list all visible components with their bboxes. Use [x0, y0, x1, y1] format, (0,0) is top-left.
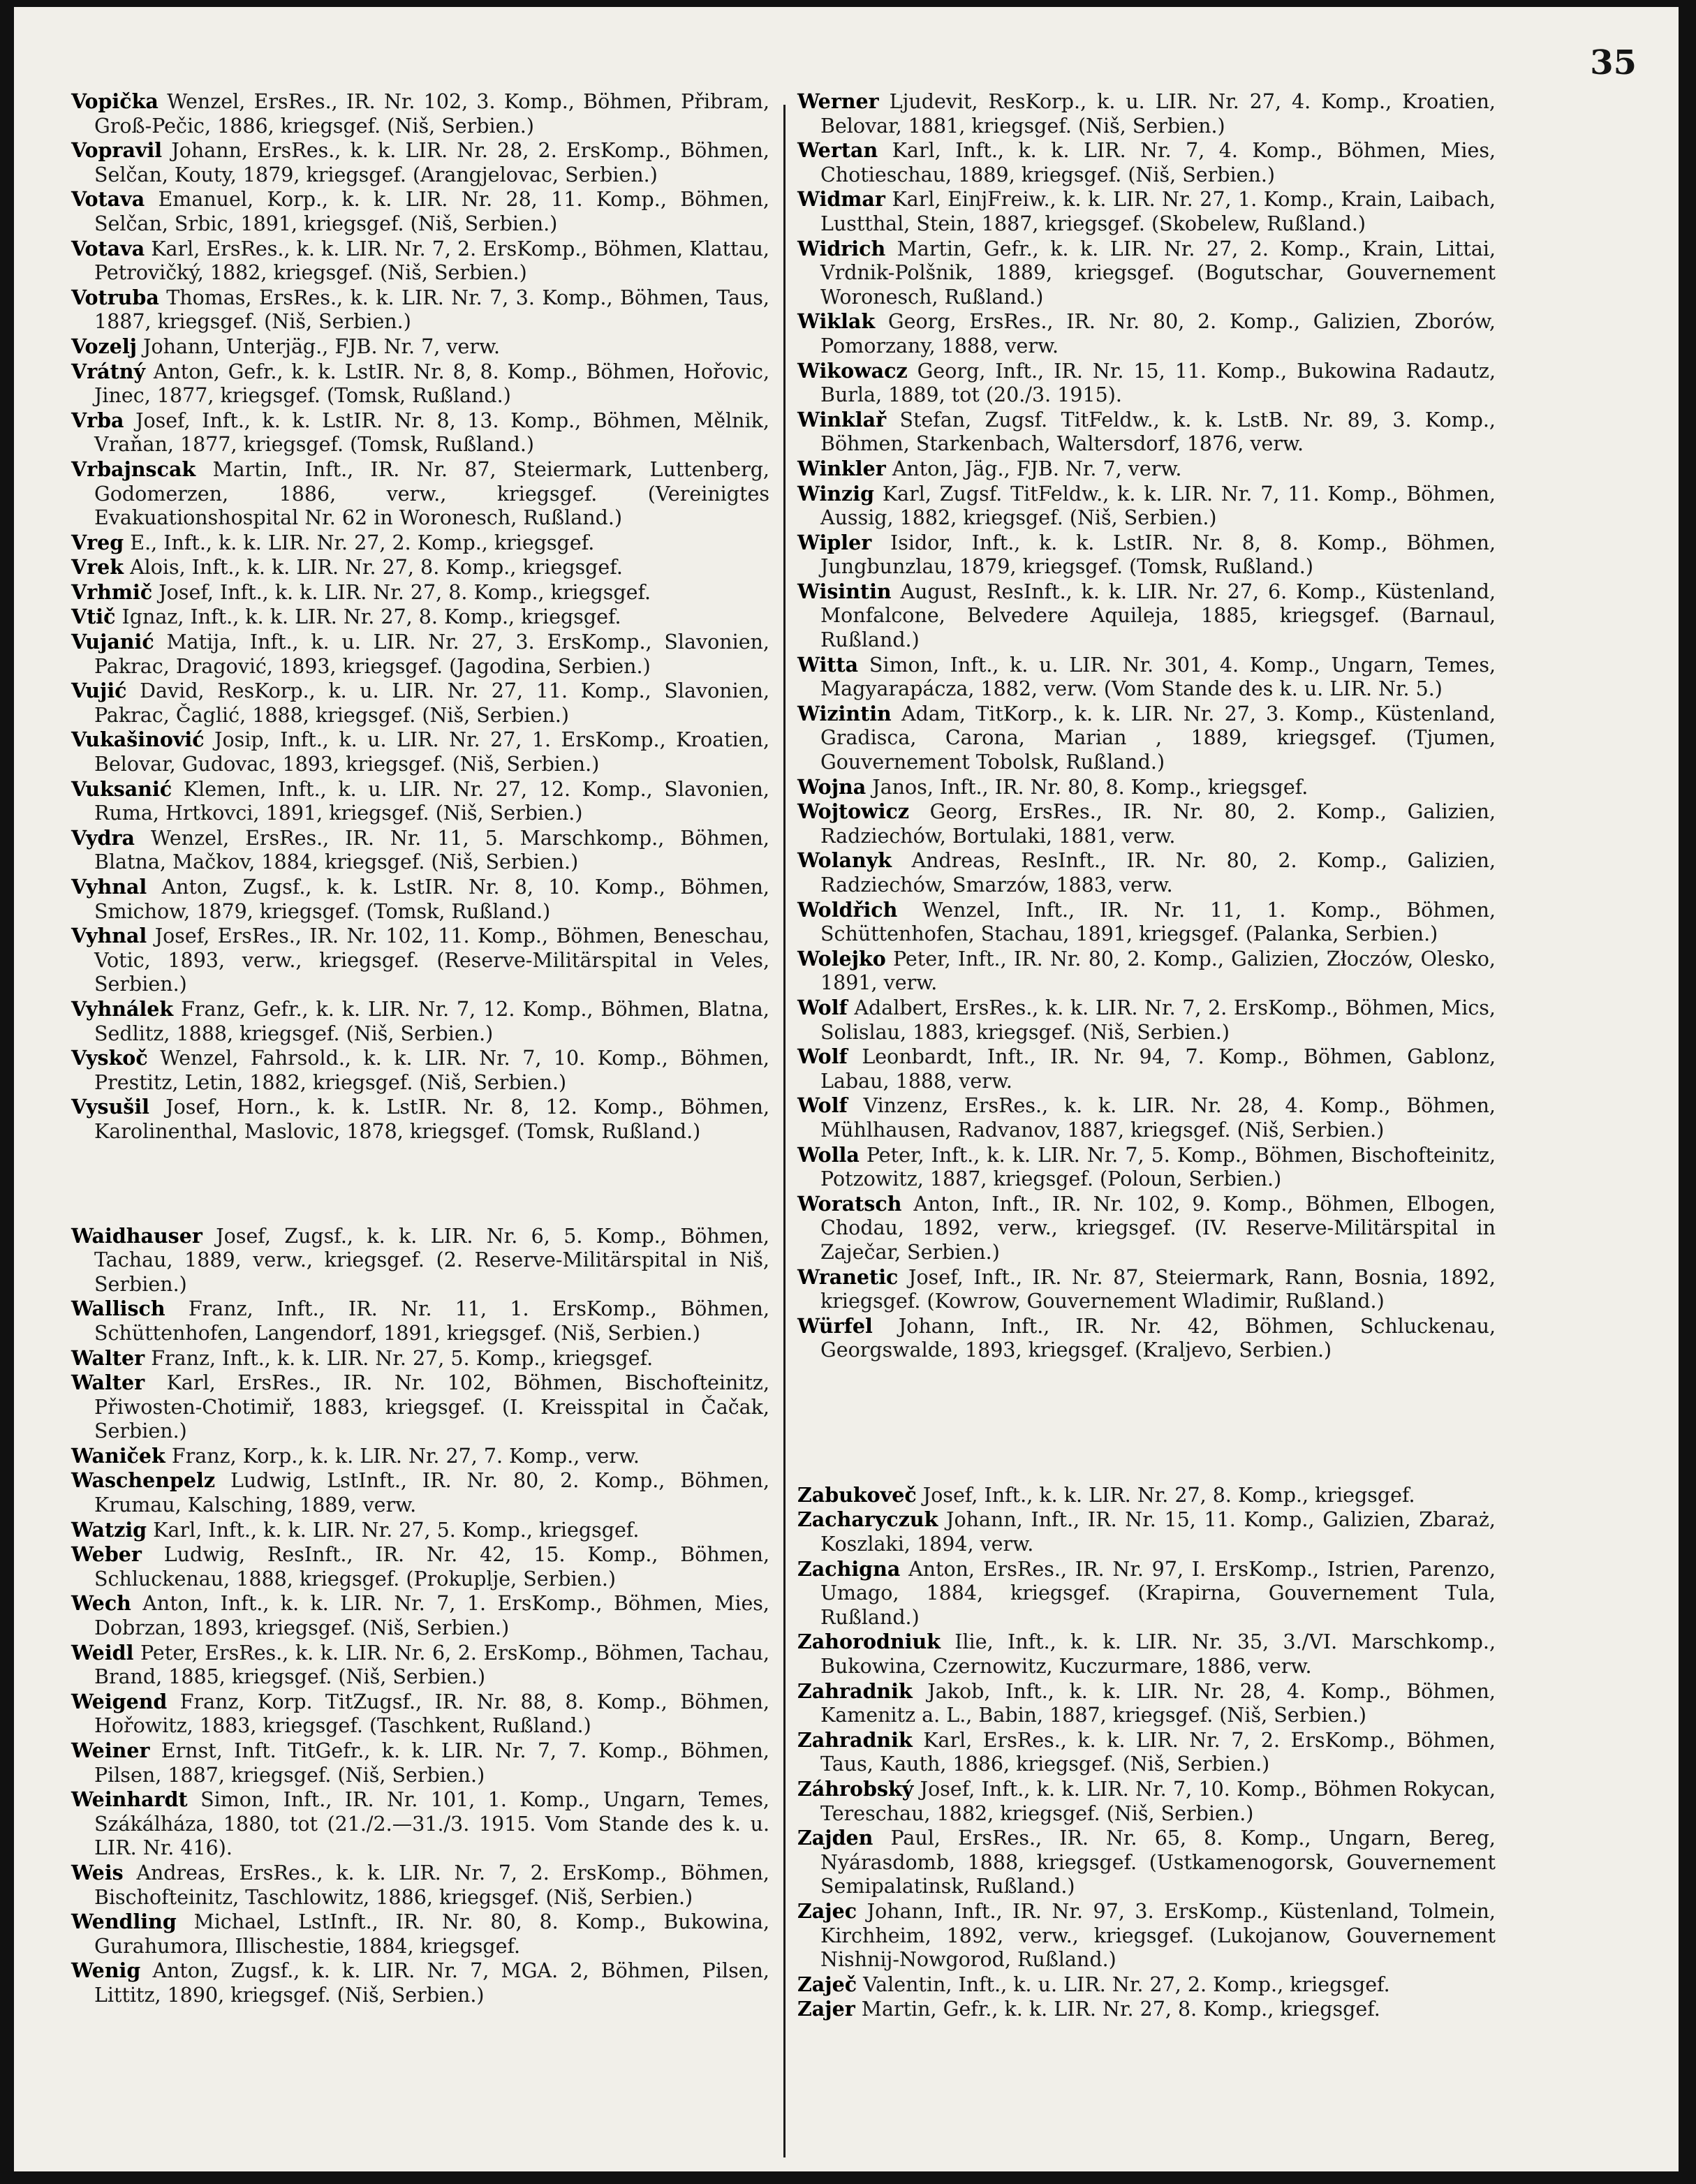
entry-details: August, ResInft., k. k. LIR. Nr. 27, 6. Komp., Küstenland, Monfalcone, Belvedere Aquileja, 1885, kriegsgef. (Barnaul, Rußland.) [820, 580, 1496, 652]
entry-surname: Weis [71, 1860, 124, 1884]
entry-surname: Vozelj [71, 334, 137, 358]
list-item [71, 826, 769, 875]
entry-surname: Waidhauser [71, 1223, 202, 1248]
entry-surname: Watzig [71, 1517, 147, 1542]
entry-details: Georg, ErsRes., IR. Nr. 80, 2. Komp., Galizien, Radziechów, Bortulaki, 1881, verw. [820, 800, 1496, 848]
entry-details: Johann, Inft., IR. Nr. 42, Böhmen, Schluckenau, Georgswalde, 1893, kriegsgef. (Kraljevo, Serbien.) [820, 1314, 1496, 1362]
entry-details: Franz, Korp., k. k. LIR. Nr. 27, 7. Komp., verw. [171, 1444, 640, 1468]
entry-surname: Wenig [71, 1958, 141, 1983]
list-item [797, 653, 1496, 702]
list-item [71, 89, 769, 138]
entry-details: Josef, Inft., k. k. LIR. Nr. 7, 10. Komp., Böhmen Rokycan, Tereschau, 1882, kriegsgef. (Niš, Serbien.) [820, 1778, 1496, 1825]
entry-details: Franz, Gefr., k. k. LIR. Nr. 7, 12. Komp., Böhmen, Blatna, Sedlitz, 1888, kriegsgef. (Niš, Serbien.) [94, 997, 769, 1045]
list-item [797, 1728, 1496, 1777]
entry-details: Franz, Inft., k. k. LIR. Nr. 27, 5. Komp., kriegsgef. [151, 1346, 654, 1370]
entry-group [797, 89, 1496, 1363]
list-item [71, 1542, 769, 1591]
entry-surname: Wendling [71, 1910, 177, 1934]
list-item [797, 1679, 1496, 1728]
list-item [797, 1045, 1496, 1093]
entry-details: Adalbert, ErsRes., k. k. LIR. Nr. 7, 2. ErsKomp., Böhmen, Mics, Solislau, 1883, kriegsgef. (Niš, Serbien.) [820, 996, 1496, 1044]
list-item [71, 1046, 769, 1095]
entry-group [71, 1224, 769, 2008]
list-item [71, 1641, 769, 1690]
entry-surname: Vujanić [71, 630, 154, 654]
entry-surname: Werner [797, 89, 879, 113]
entry-details: Georg, ErsRes., IR. Nr. 80, 2. Komp., Galizien, Zborów, Pomorzany, 1888, verw. [820, 310, 1496, 357]
page-number: 35 [1590, 43, 1637, 82]
entry-surname: Waschenpelz [71, 1468, 216, 1493]
entry-surname: Vysušil [71, 1095, 149, 1119]
list-item [71, 1787, 769, 1861]
entry-surname: Wojtowicz [797, 799, 910, 824]
entry-details: Vinzenz, ErsRes., k. k. LIR. Nr. 28, 4. Komp., Böhmen, Mühlhausen, Radvanov, 1887, kriegsgef. (Niš, Serbien.) [820, 1094, 1496, 1142]
list-item [797, 775, 1496, 800]
left-column [71, 89, 769, 2008]
entry-surname: Wolla [797, 1142, 860, 1167]
entry-surname: Wolanyk [797, 848, 892, 873]
entry-details: Wenzel, ErsRes., IR. Nr. 11, 5. Marschkomp., Böhmen, Blatna, Mačkov, 1884, kriegsgef. (Niš, Serbien.) [94, 826, 769, 874]
list-item [71, 187, 769, 236]
list-item [71, 605, 769, 630]
list-item [71, 531, 769, 556]
entry-details: Ludwig, ResInft., IR. Nr. 42, 15. Komp., Böhmen, Schluckenau, 1888, kriegsgef. (Prokuplje, Serbien.) [94, 1543, 770, 1591]
entry-details: Andreas, ResInft., IR. Nr. 80, 2. Komp., Galizien, Radziechów, Smarzów, 1883, verw. [820, 849, 1496, 897]
entry-surname: Vopička [71, 89, 158, 113]
list-item [797, 1972, 1496, 1998]
entry-surname: Záhrobský [797, 1777, 914, 1801]
list-item [797, 1899, 1496, 1972]
entry-details: Anton, Inft., k. k. LIR. Nr. 7, 1. ErsKomp., Böhmen, Mies, Dobrzan, 1893, kriegsgef. (Niš, Serbien.) [94, 1592, 769, 1640]
list-item [71, 630, 769, 679]
entry-details: Adam, TitKorp., k. k. LIR. Nr. 27, 3. Komp., Küstenland, Gradisca, Carona, Marian , 1889, kriegsgef. (Tjumen, Gouvernement Tobolsk, Rußland.) [820, 702, 1496, 774]
entry-surname: Weigend [71, 1689, 168, 1713]
list-item [797, 1314, 1496, 1363]
entry-details: Alois, Inft., k. k. LIR. Nr. 27, 8. Komp., kriegsgef. [130, 556, 623, 580]
entry-details: Leonbardt, Inft., IR. Nr. 94, 7. Komp., Böhmen, Gablonz, Labau, 1888, verw. [820, 1045, 1496, 1093]
list-item [71, 408, 769, 457]
entry-details: Matija, Inft., k. u. LIR. Nr. 27, 3. ErsKomp., Slavonien, Pakrac, Dragović, 1893, kriegsgef. (Jagodina, Serbien.) [94, 630, 769, 678]
entry-surname: Weidl [71, 1640, 134, 1665]
entry-details: Johann, Inft., IR. Nr. 97, 3. ErsKomp., Küstenland, Tolmein, Kirchheim, 1892, verw., kriegsgef. (Lukojanow, Gouvernement Nishnij-Nowgorod, Rußland.) [820, 1899, 1496, 1972]
entry-details: Simon, Inft., IR. Nr. 101, 1. Komp., Ungarn, Temes, Szákálháza, 1880, tot (21./2.—31./3. 1915. Vom Stande des k. u. LIR. Nr. 416). [94, 1788, 769, 1860]
entry-surname: Wolf [797, 1093, 848, 1118]
entry-details: Klemen, Inft., k. u. LIR. Nr. 27, 12. Komp., Slavonien, Ruma, Hrtkovci, 1891, kriegsgef. (Niš, Serbien.) [94, 777, 769, 825]
list-item [797, 1777, 1496, 1826]
entry-surname: Walter [71, 1371, 145, 1395]
list-item [71, 1958, 769, 2007]
right-column [797, 89, 1496, 2022]
column-divider [783, 105, 786, 2157]
list-item [797, 482, 1496, 531]
list-item [71, 1095, 769, 1144]
entry-surname: Woratsch [797, 1191, 902, 1216]
entry-details: David, ResKorp., k. u. LIR. Nr. 27, 11. Komp., Slavonien, Pakrac, Čaglić, 1888, kriegsgef. (Niš, Serbien.) [94, 679, 770, 727]
entry-surname: Winzig [797, 481, 874, 506]
entry-details: Karl, ErsRes., IR. Nr. 102, Böhmen, Bischofteinitz, Přiwosten-Chotimiř, 1883, kriegsgef. (I. Kreisspital in Čačak, Serbien.) [94, 1371, 770, 1443]
entry-details: Josef, Horn., k. k. LstIR. Nr. 8, 12. Komp., Böhmen, Karolinenthal, Maslovic, 1878, kriegsgef. (Tomsk, Rußland.) [94, 1095, 770, 1143]
list-item [71, 138, 769, 187]
list-item [71, 1518, 769, 1543]
entry-surname: Wolejko [797, 946, 886, 971]
list-item [797, 1557, 1496, 1630]
entry-details: Anton, Zugsf., k. k. LIR. Nr. 7, MGA. 2, Böhmen, Pilsen, Littitz, 1890, kriegsgef. (Niš, Serbien.) [94, 1959, 769, 2007]
list-item [71, 1910, 769, 1958]
entry-surname: Wranetic [797, 1264, 899, 1289]
entry-surname: Zahradnik [797, 1727, 913, 1752]
list-item [797, 408, 1496, 457]
list-item [797, 531, 1496, 580]
entry-details: Martin, Gefr., k. k. LIR. Nr. 27, 8. Komp., kriegsgef. [861, 1998, 1380, 2021]
entry-surname: Votava [71, 187, 145, 212]
entry-details: Karl, Inft., k. k. LIR. Nr. 27, 5. Komp., kriegsgef. [153, 1518, 640, 1542]
entry-surname: Winkler [797, 456, 886, 480]
entry-details: Peter, Inft., k. k. LIR. Nr. 7, 5. Komp., Böhmen, Bischofteinitz, Potzowitz, 1887, kriegsgef. (Poloun, Serbien.) [820, 1143, 1496, 1191]
entry-surname: Winklař [797, 407, 887, 431]
entry-surname: Vyskoč [71, 1046, 148, 1070]
list-item [71, 237, 769, 286]
list-item [797, 1826, 1496, 1899]
list-item [797, 996, 1496, 1045]
entry-group [797, 1483, 1496, 2022]
entry-details: Josef, Inft., k. k. LIR. Nr. 27, 8. Komp., kriegsgef. [158, 580, 651, 604]
entry-details: Stefan, Zugsf. TitFeldw., k. k. LstB. Nr. 89, 3. Komp., Böhmen, Starkenbach, Waltersdorf, 1876, verw. [820, 408, 1496, 456]
list-item [797, 947, 1496, 996]
entry-details: Andreas, ErsRes., k. k. LIR. Nr. 7, 2. ErsKomp., Böhmen, Bischofteinitz, Taschlowitz, 1886, kriegsgef. (Niš, Serbien.) [94, 1861, 769, 1909]
entry-surname: Votruba [71, 285, 159, 309]
list-item [797, 898, 1496, 947]
entry-details: Georg, Inft., IR. Nr. 15, 11. Komp., Bukowina Radautz, Burla, 1889, tot (20./3. 1915). [820, 359, 1496, 407]
entry-details: Wenzel, Inft., IR. Nr. 11, 1. Komp., Böhmen, Schüttenhofen, Stachau, 1891, kriegsgef. (Palanka, Serbien.) [820, 898, 1496, 946]
entry-details: Josef, Inft., k. k. LstIR. Nr. 8, 13. Komp., Böhmen, Mělnik, Vraňan, 1877, kriegsgef. (Tomsk, Rußland.) [94, 408, 769, 457]
list-item [71, 679, 769, 728]
entry-details: Wenzel, ErsRes., IR. Nr. 102, 3. Komp., Böhmen, Přibram, Groß-Pečic, 1886, kriegsgef. (Niš, Serbien.) [94, 90, 770, 138]
list-item [71, 1371, 769, 1444]
entry-details: Ljudevit, ResKorp., k. u. LIR. Nr. 27, 4. Komp., Kroatien, Belovar, 1881, kriegsgef. (Niš, Serbien.) [820, 90, 1496, 138]
entry-surname: Zahradnik [797, 1678, 913, 1703]
entry-surname: Vrek [71, 555, 124, 580]
list-item [797, 1483, 1496, 1508]
list-item [71, 334, 769, 360]
entry-surname: Zahorodniuk [797, 1630, 941, 1654]
entry-surname: Vrbajnscak [71, 457, 196, 481]
entry-details: Franz, Korp. TitZugsf., IR. Nr. 88, 8. Komp., Böhmen, Hořowitz, 1883, kriegsgef. (Taschkent, Rußland.) [94, 1690, 769, 1738]
entry-details: Johann, ErsRes., k. k. LIR. Nr. 28, 2. ErsKomp., Böhmen, Selčan, Kouty, 1879, kriegsgef. (Arangjelovac, Serbien.) [94, 139, 769, 186]
entry-surname: Witta [797, 652, 859, 677]
entry-surname: Vujić [71, 679, 127, 703]
entry-details: Peter, ErsRes., k. k. LIR. Nr. 6, 2. ErsKomp., Böhmen, Tachau, Brand, 1885, kriegsgef. (Niš, Serbien.) [94, 1641, 770, 1689]
entry-details: Emanuel, Korp., k. k. LIR. Nr. 28, 11. Komp., Böhmen, Selčan, Srbic, 1891, kriegsgef. (Niš, Serbien.) [94, 188, 769, 235]
entry-surname: Zajden [797, 1826, 873, 1850]
list-item [797, 1997, 1496, 2022]
entry-surname: Waniček [71, 1443, 165, 1468]
entry-surname: Vyhnal [71, 924, 147, 948]
entry-surname: Widmar [797, 187, 885, 212]
entry-details: Paul, ErsRes., IR. Nr. 65, 8. Komp., Ungarn, Bereg, Nyárasdomb, 1888, kriegsgef. (Ustkamenogorsk, Gouvernement Semipalatinsk, Rußland.) [820, 1827, 1496, 1898]
entry-details: Thomas, ErsRes., k. k. LIR. Nr. 7, 3. Komp., Böhmen, Taus, 1887, kriegsgef. (Niš, Serbien.) [94, 286, 769, 334]
list-item [797, 848, 1496, 897]
list-item [797, 1192, 1496, 1265]
entry-details: Martin, Inft., IR. Nr. 87, Steiermark, Luttenberg, Godomerzen, 1886, verw., kriegsgef. (Vereinigtes Evakuationshospital Nr. 62 in Woronesch, Rußland.) [94, 457, 769, 530]
entry-details: Josef, Zugsf., k. k. LIR. Nr. 6, 5. Komp., Böhmen, Tachau, 1889, verw., kriegsgef. (2. Reserve-Militärspital in Niš, Serbien.) [94, 1224, 769, 1296]
entry-details: Josef, Inft., k. k. LIR. Nr. 27, 8. Komp., kriegsgef. [922, 1483, 1415, 1507]
entry-details: Ernst, Inft. TitGefr., k. k. LIR. Nr. 7, 7. Komp., Böhmen, Pilsen, 1887, kriegsgef. (Niš, Serbien.) [94, 1739, 769, 1787]
entry-surname: Wertan [797, 138, 878, 163]
entry-details: Johann, Unterjäg., FJB. Nr. 7, verw. [143, 334, 501, 358]
list-item [71, 286, 769, 334]
entry-details: Franz, Inft., IR. Nr. 11, 1. ErsKomp., Böhmen, Schüttenhofen, Langendorf, 1891, kriegsgef. (Niš, Serbien.) [94, 1297, 770, 1345]
entry-details: Isidor, Inft., k. k. LstIR. Nr. 8, 8. Komp., Böhmen, Jungbunzlau, 1879, kriegsgef. (Tomsk, Rußland.) [820, 531, 1496, 579]
list-item [71, 1591, 769, 1640]
entry-surname: Wojna [797, 774, 867, 799]
list-item [797, 1143, 1496, 1192]
list-item [71, 1468, 769, 1517]
entry-surname: Weber [71, 1542, 142, 1567]
entry-surname: Wisintin [797, 579, 892, 603]
section-spacer [71, 1144, 769, 1224]
entry-surname: Wizintin [797, 701, 892, 725]
list-item [797, 237, 1496, 310]
entry-details: Simon, Inft., k. u. LIR. Nr. 301, 4. Komp., Ungarn, Temes, Magyarapácza, 1882, verw. (Vom Stande des k. u. LIR. Nr. 5.) [820, 653, 1496, 701]
entry-surname: Weiner [71, 1739, 150, 1762]
entry-surname: Vyhnálek [71, 996, 174, 1021]
entry-surname: Zachigna [797, 1556, 901, 1581]
entry-details: Valentin, Inft., k. u. LIR. Nr. 27, 2. Komp., kriegsgef. [863, 1972, 1390, 1996]
entry-details: Anton, Gefr., k. k. LstIR. Nr. 8, 8. Komp., Böhmen, Hořovic, Jinec, 1877, kriegsgef. (Tomsk, Rußland.) [94, 360, 770, 408]
list-item [797, 457, 1496, 482]
list-item [71, 924, 769, 997]
list-item [71, 1690, 769, 1739]
entry-surname: Wolf [797, 995, 848, 1019]
list-item [71, 580, 769, 605]
list-item [797, 309, 1496, 358]
list-item [797, 580, 1496, 653]
entry-details: Martin, Gefr., k. k. LIR. Nr. 27, 2. Komp., Krain, Littai, Vrdnik-Polšnik, 1889, kriegsgef. (Bogutschar, Gouvernement Woronesch, Rußland.) [820, 237, 1496, 309]
entry-surname: Wiklak [797, 309, 876, 334]
entry-details: Karl, Inft., k. k. LIR. Nr. 7, 4. Komp., Böhmen, Mies, Chotieschau, 1889, kriegsgef. (Niš, Serbien.) [820, 139, 1496, 186]
entry-details: Anton, Inft., IR. Nr. 102, 9. Komp., Böhmen, Elbogen, Chodau, 1892, verw., kriegsgef. (IV. Reserve-Militärspital in Zaječar, Serbien.) [820, 1192, 1496, 1264]
entry-details: Karl, ErsRes., k. k. LIR. Nr. 7, 2. ErsKomp., Böhmen, Klattau, Petrovičký, 1882, kriegsgef. (Niš, Serbien.) [94, 237, 769, 285]
entry-details: Ludwig, LstInft., IR. Nr. 80, 2. Komp., Böhmen, Krumau, Kalsching, 1889, verw. [94, 1469, 770, 1517]
list-item [71, 555, 769, 580]
list-item [797, 1630, 1496, 1678]
list-item [797, 359, 1496, 408]
entry-details: Jakob, Inft., k. k. LIR. Nr. 28, 4. Komp., Böhmen, Kamenitz a. L., Babin, 1887, kriegsgef. (Niš, Serbien.) [820, 1679, 1496, 1727]
list-item [71, 777, 769, 826]
entry-surname: Vrhmič [71, 580, 153, 604]
entry-group [71, 89, 769, 1144]
entry-surname: Votava [71, 236, 145, 260]
entry-details: Johann, Inft., IR. Nr. 15, 11. Komp., Galizien, Zbaraż, Koszlaki, 1894, verw. [820, 1508, 1496, 1556]
entry-surname: Zajec [797, 1898, 857, 1923]
list-item [797, 89, 1496, 138]
list-item [71, 457, 769, 531]
list-item [797, 187, 1496, 236]
list-item [797, 1093, 1496, 1142]
entry-surname: Zaječ [797, 1972, 857, 1996]
entry-details: E., Inft., k. k. LIR. Nr. 27, 2. Komp., kriegsgef. [130, 531, 595, 554]
entry-details: Wenzel, Fahrsold., k. k. LIR. Nr. 7, 10. Komp., Böhmen, Prestitz, Letin, 1882, kriegsgef. (Niš, Serbien.) [94, 1047, 769, 1094]
list-item [71, 1297, 769, 1345]
entry-details: Karl, Zugsf. TitFeldw., k. k. LIR. Nr. 7, 11. Komp., Böhmen, Aussig, 1882, kriegsgef. (Niš, Serbien.) [820, 482, 1496, 530]
entry-surname: Vukašinović [71, 728, 205, 752]
list-item [71, 1224, 769, 1297]
entry-surname: Walter [71, 1345, 145, 1370]
entry-surname: Zacharyczuk [797, 1507, 938, 1532]
entry-surname: Vreg [71, 530, 124, 554]
entry-surname: Wolf [797, 1045, 848, 1069]
list-item [797, 1265, 1496, 1314]
entry-details: Peter, Inft., IR. Nr. 80, 2. Komp., Galizien, Złoczów, Olesko, 1891, verw. [820, 947, 1496, 995]
entry-surname: Vopravil [71, 138, 163, 163]
entry-surname: Vyhnal [71, 875, 147, 899]
entry-details: Josip, Inft., k. u. LIR. Nr. 27, 1. ErsKomp., Kroatien, Belovar, Gudovac, 1893, kriegsgef. (Niš, Serbien.) [94, 728, 770, 776]
entry-surname: Woldřich [797, 897, 898, 922]
list-item [797, 799, 1496, 848]
entry-surname: Vrba [71, 408, 124, 432]
list-item [797, 702, 1496, 775]
entry-surname: Widrich [797, 236, 886, 260]
entry-surname: Wallisch [71, 1297, 165, 1321]
entry-details: Josef, Inft., IR. Nr. 87, Steiermark, Rann, Bosnia, 1892, kriegsgef. (Kowrow, Gouvernement Wladimir, Rußland.) [820, 1265, 1496, 1313]
entry-surname: Würfel [797, 1313, 873, 1338]
entry-details: Ignaz, Inft., k. k. LIR. Nr. 27, 8. Komp., kriegsgef. [121, 605, 621, 629]
entry-surname: Vydra [71, 825, 135, 850]
entry-surname: Weinhardt [71, 1787, 188, 1812]
list-item [71, 1739, 769, 1787]
entry-details: Anton, ErsRes., IR. Nr. 97, I. ErsKomp., Istrien, Parenzo, Umago, 1884, kriegsgef. (Krapirna, Gouvernement Tula, Rußland.) [820, 1557, 1496, 1629]
entry-details: Karl, EinjFreiw., k. k. LIR. Nr. 27, 1. Komp., Krain, Laibach, Lustthal, Stein, 1887, kriegsgef. (Skobelew, Rußland.) [820, 188, 1496, 235]
entry-surname: Wipler [797, 530, 872, 554]
list-item [71, 1861, 769, 1910]
list-item [71, 997, 769, 1046]
list-item [71, 875, 769, 924]
list-item [71, 360, 769, 408]
list-item [71, 1444, 769, 1469]
entry-surname: Zajer [797, 1997, 855, 2021]
page [14, 7, 1679, 2171]
entry-details: Ilie, Inft., k. k. LIR. Nr. 35, 3./VI. Marschkomp., Bukowina, Czernowitz, Kuczurmare, 1886, verw. [820, 1630, 1496, 1678]
entry-surname: Vuksanić [71, 776, 172, 801]
entry-details: Anton, Jäg., FJB. Nr. 7, verw. [892, 457, 1182, 480]
entry-details: Michael, LstInft., IR. Nr. 80, 8. Komp., Bukowina, Gurahumora, Illischestie, 1884, kriegsgef. [94, 1910, 770, 1958]
entry-surname: Vtič [71, 605, 116, 629]
list-item [797, 138, 1496, 187]
entry-details: Karl, ErsRes., k. k. LIR. Nr. 7, 2. ErsKomp., Böhmen, Taus, Kauth, 1886, kriegsgef. (Niš, Serbien.) [820, 1728, 1496, 1776]
list-item [71, 728, 769, 776]
section-spacer [797, 1363, 1496, 1483]
entry-details: Anton, Zugsf., k. k. LstIR. Nr. 8, 10. Komp., Böhmen, Smichow, 1879, kriegsgef. (Tomsk, Rußland.) [94, 876, 769, 923]
entry-details: Josef, ErsRes., IR. Nr. 102, 11. Komp., Böhmen, Beneschau, Votic, 1893, verw., kriegsgef. (Reserve-Militärspital in Veles, Serbien.) [94, 924, 770, 996]
entry-details: Janos, Inft., IR. Nr. 80, 8. Komp., kriegsgef. [872, 775, 1308, 799]
list-item [797, 1507, 1496, 1556]
entry-surname: Wikowacz [797, 358, 908, 383]
entry-surname: Vrátný [71, 359, 146, 383]
entry-surname: Zabukoveč [797, 1482, 917, 1507]
list-item [71, 1346, 769, 1371]
entry-surname: Wech [71, 1591, 131, 1616]
